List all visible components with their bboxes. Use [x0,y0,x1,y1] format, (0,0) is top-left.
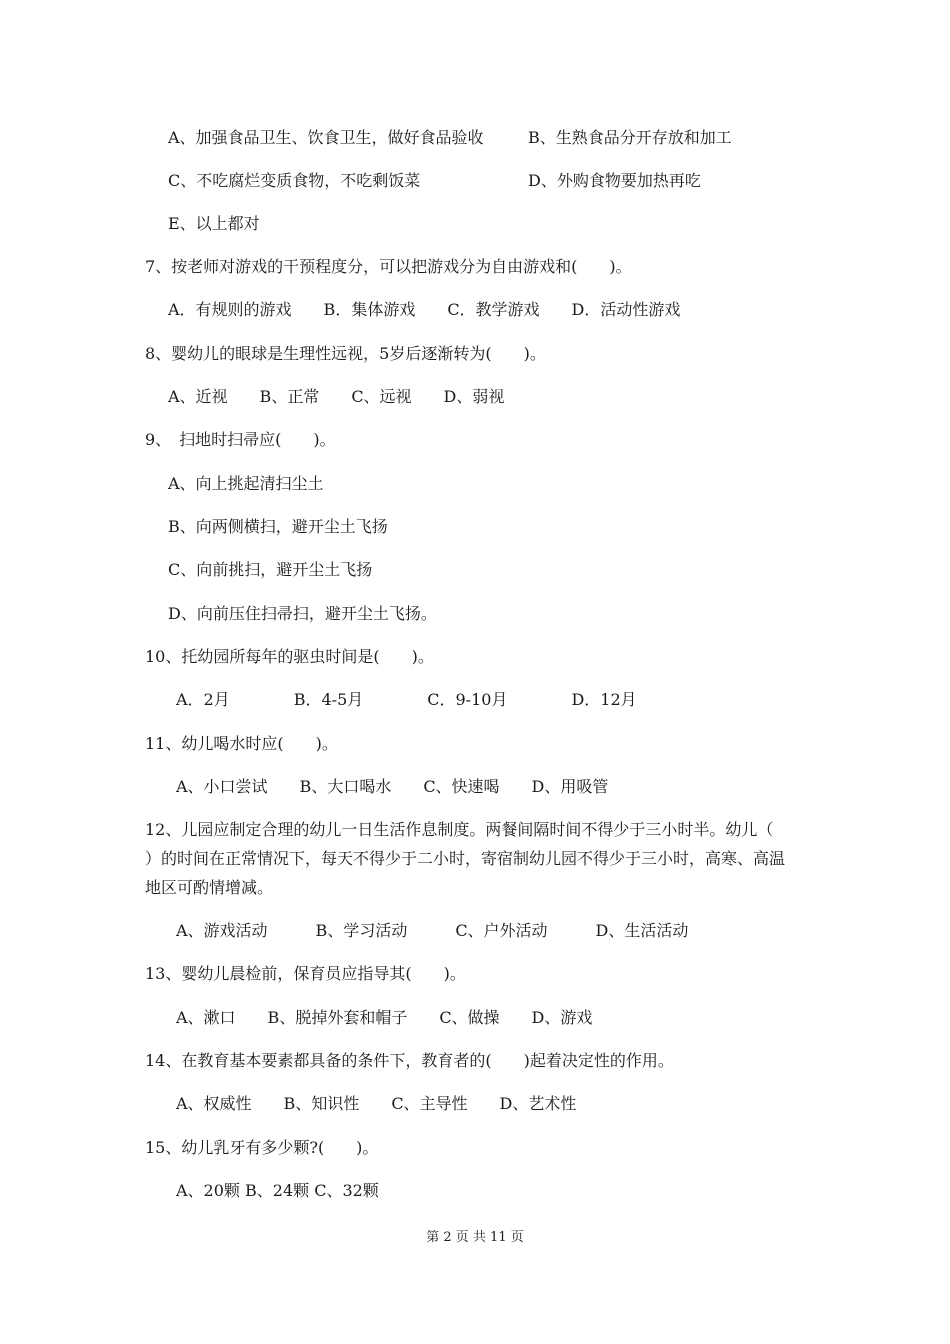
options-10: A．2月 B．4-5月 C．9-10月 D．12月 [176,690,637,709]
page-footer: 第 2 页 共 11 页 [426,1230,524,1245]
option-6d: D、外购食物要加热再吃 [528,171,701,190]
options-13: A、漱口 B、脱掉外套和帽子 C、做操 D、游戏 [176,1008,593,1027]
question-8: 8、婴幼儿的眼球是生理性远视，5岁后逐渐转为( )。 [145,344,546,363]
option-6a: A、加强食品卫生、饮食卫生，做好食品验收 [168,128,484,147]
question-9: 9、 扫地时扫帚应( )。 [145,430,336,449]
options-15: A、20颗 B、24颗 C、32颗 [176,1181,379,1200]
option-6b: B、生熟食品分开存放和加工 [528,128,732,147]
question-10: 10、托幼园所每年的驱虫时间是( )。 [145,647,434,666]
option-6c: C、不吃腐烂变质食物，不吃剩饭菜 [168,171,421,190]
options-8: A、近视 B、正常 C、远视 D、弱视 [168,387,505,406]
option-9d: D、向前压住扫帚扫，避开尘土飞扬。 [168,604,437,623]
options-14: A、权威性 B、知识性 C、主导性 D、艺术性 [176,1094,577,1113]
question-12-line-1: 12、儿园应制定合理的幼儿一日生活作息制度。两餐间隔时间不得少于三小时半。幼儿（ [145,820,774,839]
question-7: 7、按老师对游戏的干预程度分，可以把游戏分为自由游戏和( )。 [145,257,632,276]
options-11: A、小口尝试 B、大口喝水 C、快速喝 D、用吸管 [176,777,609,796]
options-12: A、游戏活动 B、学习活动 C、户外活动 D、生活活动 [176,921,689,940]
option-6e: E、以上都对 [168,214,260,233]
option-9c: C、向前挑扫，避开尘土飞扬 [168,560,373,579]
question-11: 11、幼儿喝水时应( )。 [145,734,338,753]
option-9b: B、向两侧横扫，避开尘土飞扬 [168,517,388,536]
option-9a: A、向上挑起清扫尘土 [168,474,324,493]
question-15: 15、幼儿乳牙有多少颗?( )。 [145,1138,379,1157]
question-13: 13、婴幼儿晨检前，保育员应指导其( )。 [145,964,466,983]
question-12-line-2: ）的时间在正常情况下，每天不得少于二小时，寄宿制幼儿园不得少于三小时，高寒、高温 [145,849,786,868]
question-14: 14、在教育基本要素都具备的条件下，教育者的( )起着决定性的作用。 [145,1051,674,1070]
options-7: A．有规则的游戏 B．集体游戏 C．教学游戏 D．活动性游戏 [168,300,681,319]
question-12-line-3: 地区可酌情增减。 [145,878,274,897]
